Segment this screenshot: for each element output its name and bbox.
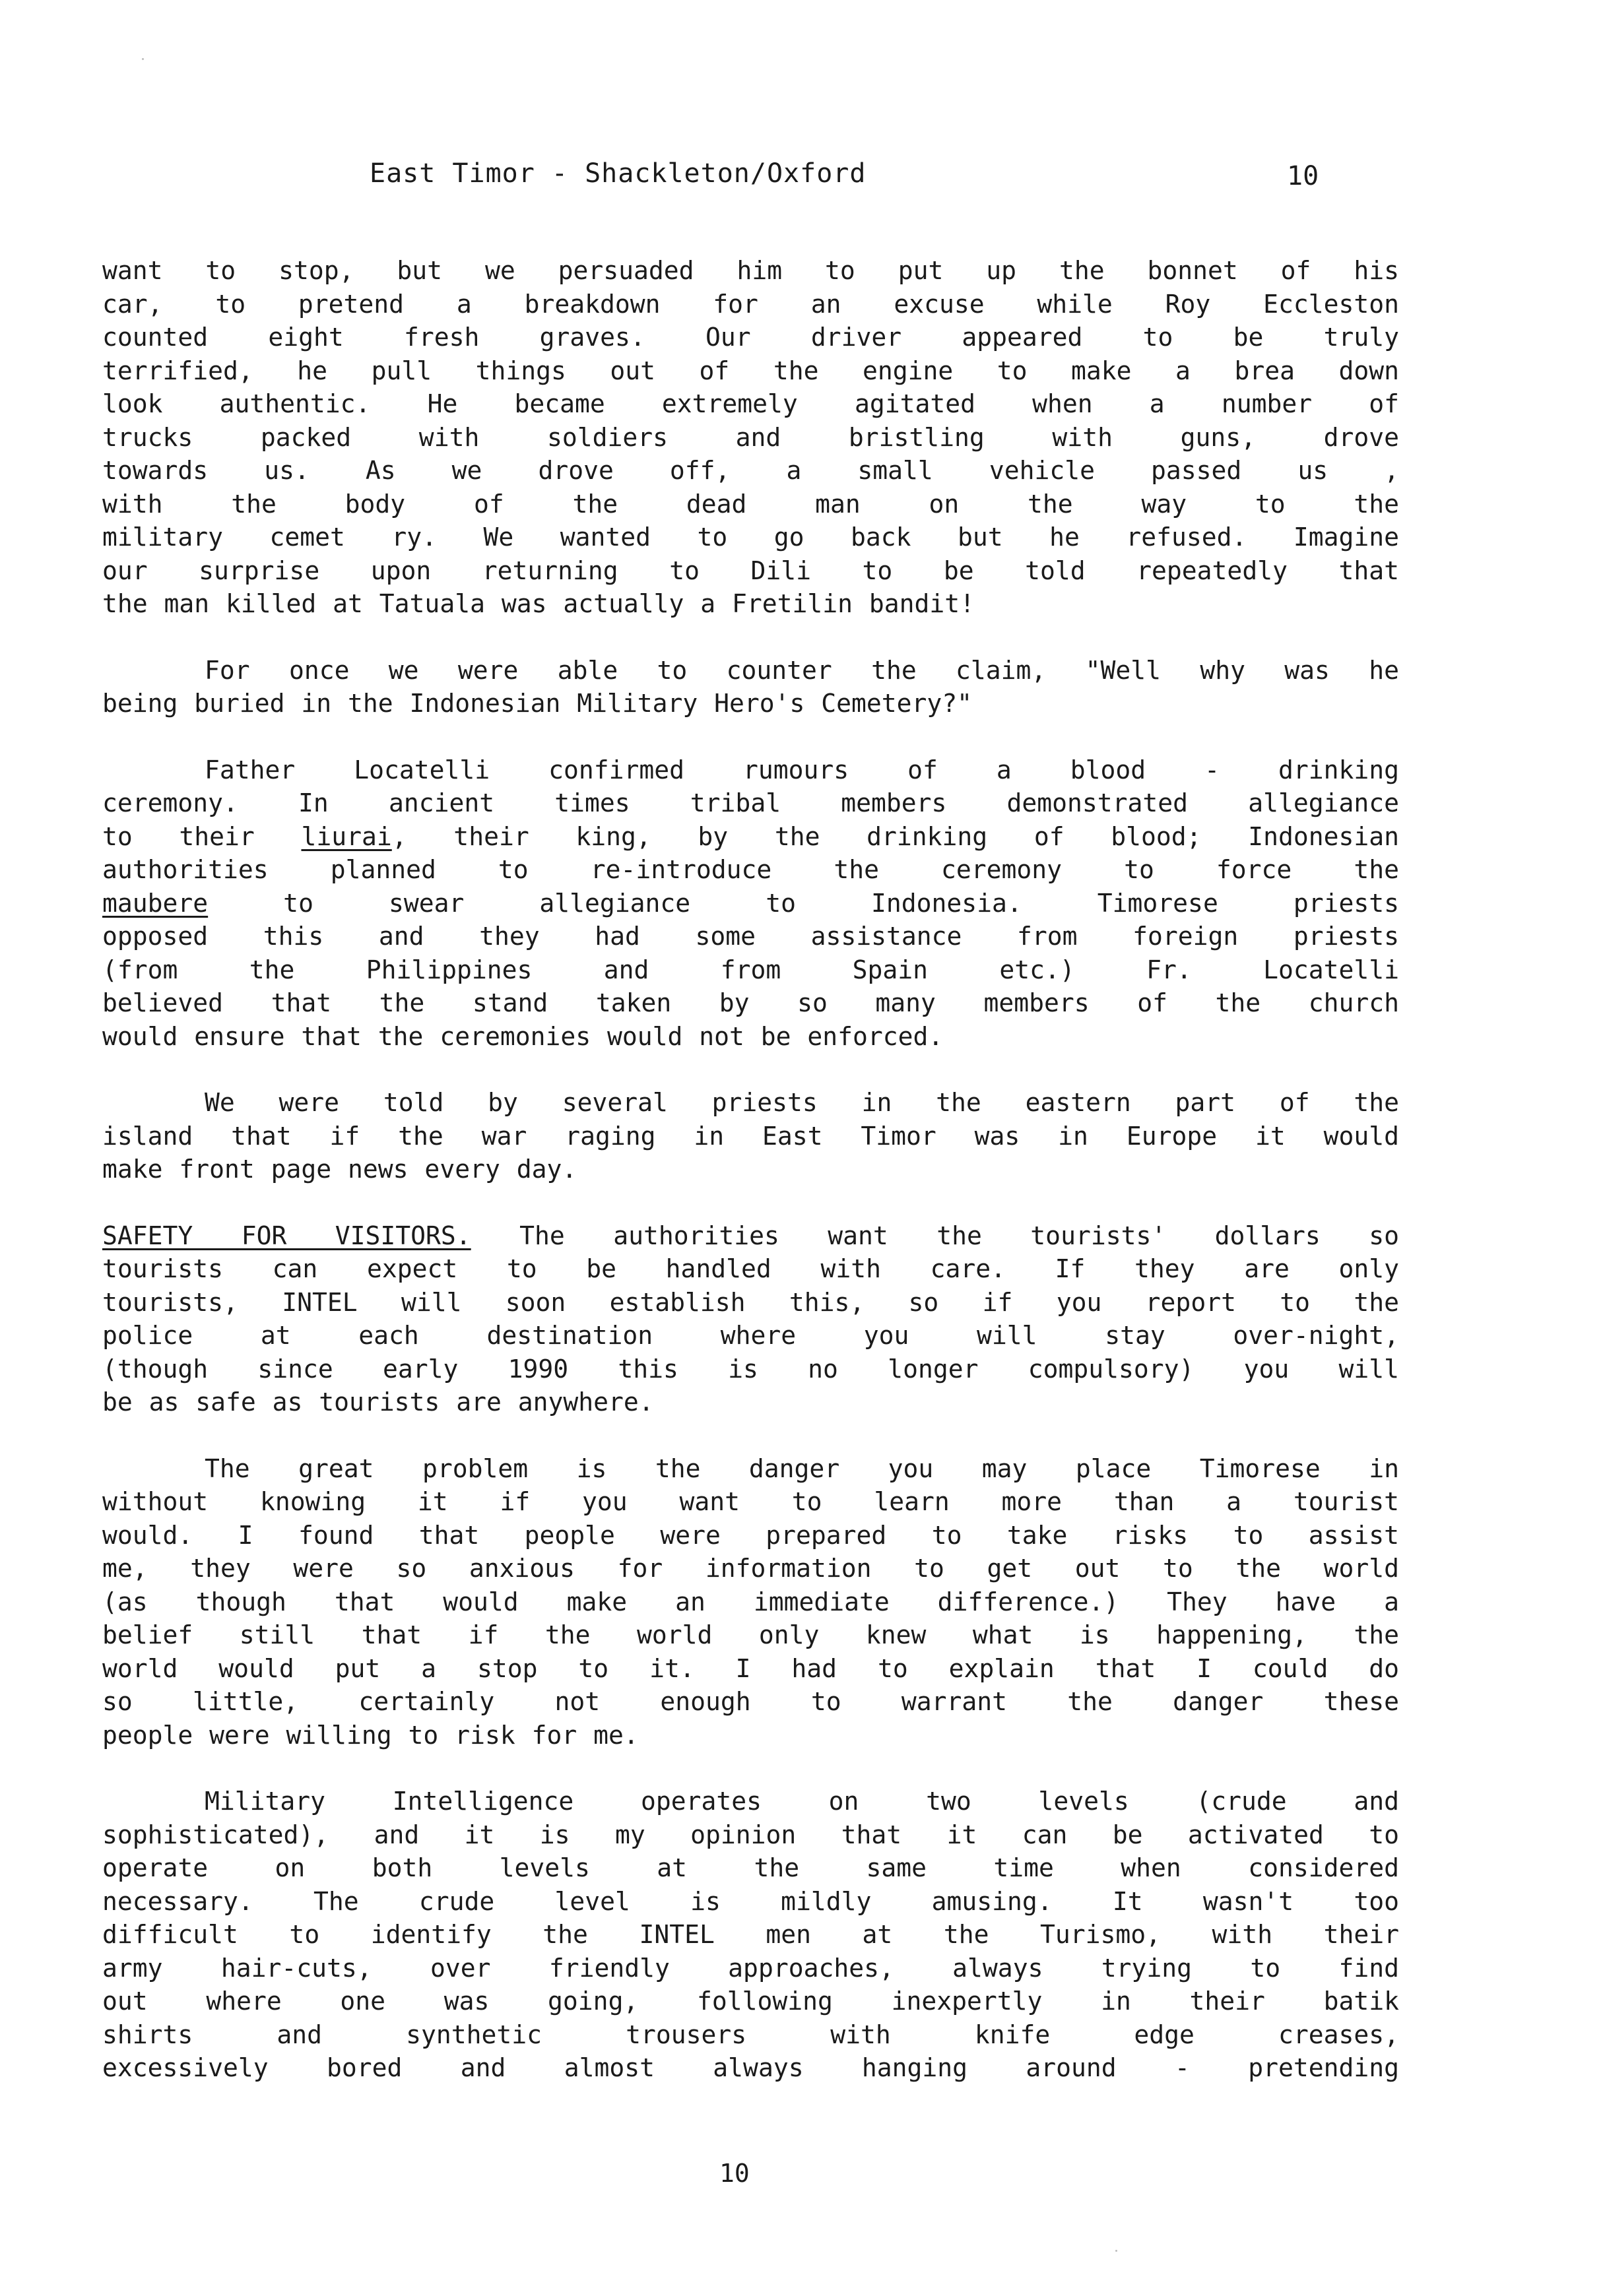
scan-speck xyxy=(1115,2250,1117,2252)
text-line-with-liurai: to their liurai, their king, by the drinking of blood; Indonesian xyxy=(102,821,1399,851)
text-line: tourists, INTEL will soon establish this, so if you report to the xyxy=(102,1287,1399,1317)
text-line: military cemet ry. We wanted to go back but he refused. Imagine xyxy=(102,523,1399,552)
text-line: We were told by several priests in the eastern part of the xyxy=(205,1088,1399,1117)
footer-page-number: 10 xyxy=(719,2159,750,2188)
text-line: opposed this and they had some assistance from foreign priests xyxy=(102,922,1399,951)
text-fragment: The authorities want the tourists' dollars so xyxy=(519,1221,1399,1250)
paragraph-1 xyxy=(102,254,1399,621)
text-line: authorities planned to re-introduce the ceremony to force the xyxy=(102,855,1399,884)
text-line: me, they were so anxious for information to get out to the world xyxy=(102,1554,1399,1583)
text-line: Father Locatelli confirmed rumours of a blood - drinking xyxy=(205,755,1399,784)
text-line: excessively bored and almost always hanging around - pretending xyxy=(102,2053,1399,2082)
text-line: necessary. The crude level is mildly amusing. It wasn't too xyxy=(102,1886,1399,1916)
text-line: police at each destination where you will stay over-night, xyxy=(102,1321,1399,1350)
text-line: towards us. As we drove off, a small vehicle passed us , xyxy=(102,456,1399,485)
term-liurai: liurai xyxy=(301,821,392,851)
text-line: ceremony. In ancient times tribal members demonstrated allegiance xyxy=(102,788,1399,817)
text-line: so little, certainly not enough to warrant the danger these xyxy=(102,1687,1399,1716)
paragraph-6 xyxy=(102,1452,1399,1752)
text-line: terrified, he pull things out of the engine to make a brea down xyxy=(102,356,1399,385)
text-line: the man killed at Tatuala was actually a Fretilin bandit! xyxy=(102,589,975,618)
text-line: difficult to identify the INTEL men at the Turismo, with their xyxy=(102,1920,1399,1949)
text-line: belief still that if the world only knew what is happening, the xyxy=(102,1620,1399,1649)
text-line: tourists can expect to be handled with care. If they are only xyxy=(102,1254,1399,1283)
text-line: island that if the war raging in East Timor was in Europe it would xyxy=(102,1121,1399,1151)
text-line: counted eight fresh graves. Our driver appeared to be truly xyxy=(102,323,1399,352)
document-body xyxy=(102,254,1399,2085)
text-line: our surprise upon returning to Dili to be told repeatedly that xyxy=(102,556,1399,585)
text-line: out where one was going, following inexpertly in their batik xyxy=(102,1987,1399,2016)
section-heading: SAFETY FOR VISITORS. xyxy=(102,1221,471,1250)
text-line: sophisticated), and it is my opinion that it can be activated to xyxy=(102,1820,1399,1849)
text-line: car, to pretend a breakdown for an excuse while Roy Eccleston xyxy=(102,289,1399,319)
text-line: Military Intelligence operates on two levels (crude and xyxy=(205,1787,1399,1816)
text-line: would. I found that people were prepared to take risks to assist xyxy=(102,1520,1399,1550)
paragraph-7 xyxy=(102,1785,1399,2085)
text-line: shirts and synthetic trousers with knife edge creases, xyxy=(102,2020,1399,2049)
text-line: (as though that would make an immediate difference.) They have a xyxy=(102,1587,1399,1616)
running-header-title: East Timor - Shackleton/Oxford xyxy=(370,158,867,189)
paragraph-5 xyxy=(102,1219,1399,1419)
text-line: be as safe as tourists are anywhere. xyxy=(102,1387,654,1417)
paragraph-2 xyxy=(102,654,1399,720)
text-line: trucks packed with soldiers and bristling with guns, drove xyxy=(102,422,1399,452)
text-line: look authentic. He became extremely agitated when a number of xyxy=(102,389,1399,418)
text-line: (from the Philippines and from Spain etc.) Fr. Locatelli xyxy=(102,955,1399,984)
text-line: For once we were able to counter the claim, "Well why was he xyxy=(205,655,1399,685)
paragraph-3 xyxy=(102,753,1399,1054)
text-line: army hair-cuts, over friendly approaches, always trying to find xyxy=(102,1953,1399,1983)
scan-speck xyxy=(142,58,144,60)
header-page-number: 10 xyxy=(1287,161,1319,191)
term-maubere: maubere xyxy=(102,888,209,918)
text-line: would ensure that the ceremonies would not be enforced. xyxy=(102,1021,944,1051)
text-line: operate on both levels at the same time when considered xyxy=(102,1853,1399,1882)
text-line: make front page news every day. xyxy=(102,1155,577,1184)
text-line: want to stop, but we persuaded him to put up the bonnet of his xyxy=(102,256,1399,285)
text-line-with-heading xyxy=(102,1219,1399,1253)
text-line: without knowing it if you want to learn more than a tourist xyxy=(102,1487,1399,1516)
text-line: people were willing to risk for me. xyxy=(102,1720,639,1750)
text-line-with-maubere: maubere to swear allegiance to Indonesia. Timorese priests xyxy=(102,888,1399,918)
text-line: being buried in the Indonesian Military Hero's Cemetery?" xyxy=(102,689,973,718)
text-line: (though since early 1990 this is no longer compulsory) you will xyxy=(102,1354,1399,1384)
text-line: world would put a stop to it. I had to explain that I could do xyxy=(102,1653,1399,1683)
text-line: with the body of the dead man on the way to the xyxy=(102,489,1399,519)
paragraph-4 xyxy=(102,1086,1399,1186)
text-line: believed that the stand taken by so many members of the church xyxy=(102,988,1399,1017)
text-line: The great problem is the danger you may place Timorese in xyxy=(205,1453,1399,1483)
